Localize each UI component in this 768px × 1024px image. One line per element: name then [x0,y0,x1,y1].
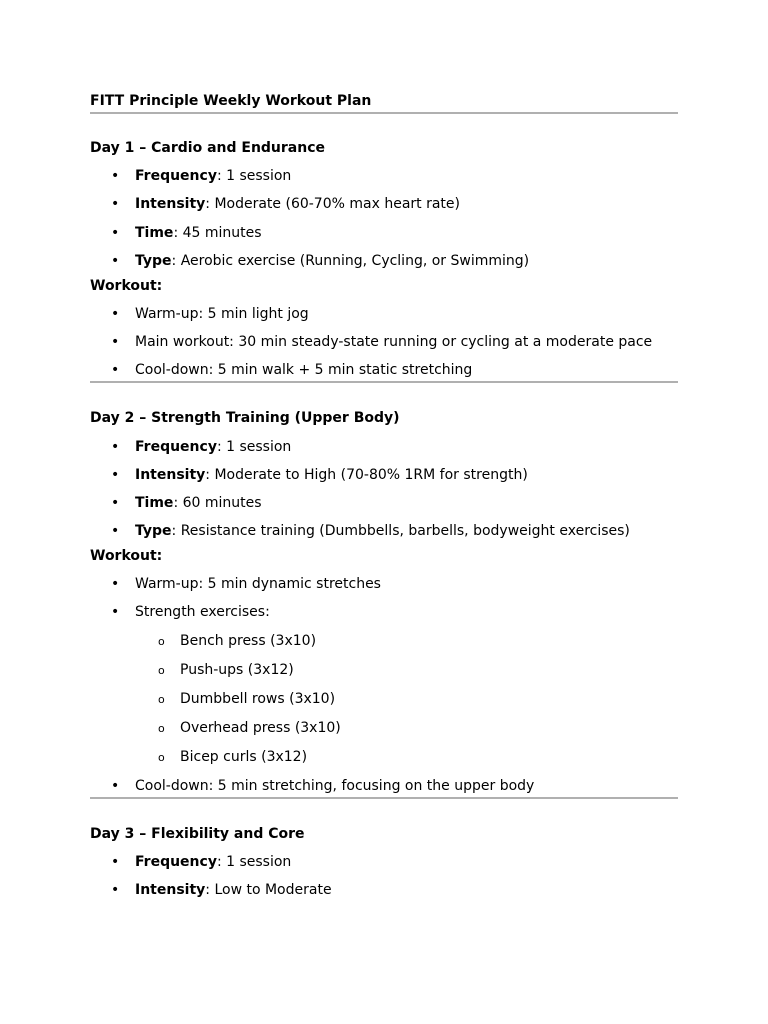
fitt-value: : 1 session [216,853,292,870]
list-item [90,193,678,215]
day-1-fitt-list [90,165,678,272]
fitt-value: : 1 session [216,168,292,185]
fitt-key: Time [135,494,174,511]
list-item [90,879,678,901]
fitt-value: : Low to Moderate [205,882,332,898]
day-1-workout-list [90,303,678,381]
list-item [90,222,678,244]
fitt-value: : 60 minutes [173,494,262,511]
day-1-workout-heading: Workout: [90,277,163,294]
list-item [90,851,678,873]
day-3-fitt-list [90,851,678,901]
fitt-value: : Moderate (60-70% max heart rate) [205,196,460,213]
fitt-key: Intensity [135,882,206,898]
exercise-sublist [90,630,678,768]
fitt-key: Frequency [135,168,217,185]
fitt-key: Intensity [135,196,206,213]
divider [90,112,678,114]
divider [90,381,678,383]
fitt-key: Time [135,224,174,241]
strength-exercises-label: Strength exercises: [135,604,270,621]
fitt-key: Type [135,252,172,269]
exercise-item: o Push-ups (3x12) [90,659,678,681]
list-item: • Main workout: 30 min steady-state running or cycling at a moderate pace [90,331,678,353]
fitt-key: Type [135,523,172,540]
day-1-heading: Day 1 – Cardio and Endurance [90,140,326,156]
document-title: FITT Principle Weekly Workout Plan [90,93,372,109]
list-item [90,492,678,514]
day-2-heading: Day 2 – Strength Training (Upper Body) [90,410,400,427]
day-3-heading: Day 3 – Flexibility and Core [90,825,305,842]
list-item [90,250,678,272]
fitt-key: Frequency [135,853,217,870]
list-item [90,464,678,486]
list-item [90,165,678,187]
list-item: • Cool-down: 5 min walk + 5 min static stretching [90,359,678,381]
exercise-item: o Overhead press (3x10) [90,717,678,739]
exercise-item: o Dumbbell rows (3x10) [90,688,678,710]
list-item [90,601,678,768]
day-2-workout-heading: Workout: [90,548,163,565]
exercise-item: o Bench press (3x10) [90,630,678,652]
list-item: • Cool-down: 5 min stretching, focusing on the upper body [90,775,678,797]
list-item [90,520,678,542]
list-item: • Warm-up: 5 min light jog [90,303,678,325]
fitt-value: : 45 minutes [173,224,262,241]
day-2-workout-list [90,573,678,796]
list-item: • Warm-up: 5 min dynamic stretches [90,573,678,595]
exercise-item: o Bicep curls (3x12) [90,746,678,768]
fitt-value: : Aerobic exercise (Running, Cycling, or Swimming) [171,252,530,269]
divider [90,797,678,799]
fitt-value: : 1 session [216,438,292,455]
list-item [90,436,678,458]
fitt-key: Frequency [135,438,217,455]
fitt-value: : Moderate to High (70-80% 1RM for strength) [205,466,528,483]
day-2-fitt-list [90,436,678,543]
document-page [90,90,678,901]
fitt-value: : Resistance training (Dumbbells, barbells, bodyweight exercises) [171,523,630,540]
fitt-key: Intensity [135,466,206,483]
